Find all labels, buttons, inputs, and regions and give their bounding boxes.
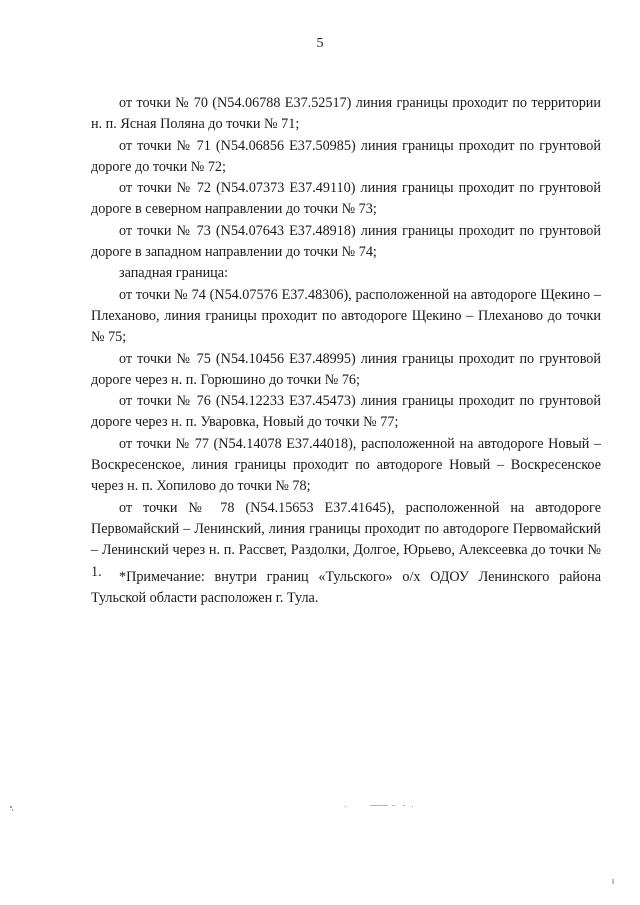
paragraph-point-71: от точки № 71 (N54.06856 E37.50985) линия границы проходит по грунтовой дороге до точки № 72;: [91, 137, 601, 175]
paragraph-point-78: от точки № 78 (N54.15653 E37.41645), расположенной на автодороге Первомайский – Ленинский, линия границы проходит по автодороге Первомайский – Ленинский через н. п. Рассвет, Раздолки, Долгое, Юрьево, Алексеевка до точки № 1.: [91, 499, 601, 580]
paragraph-point-73: от точки № 73 (N54.07643 E37.48918) линия границы проходит по грунтовой дороге в западном направлении до точки № 74;: [91, 222, 601, 261]
boundary-description: [91, 93, 601, 583]
scan-speck: [392, 805, 395, 806]
paragraph-point-74: от точки № 74 (N54.07576 E37.48306), расположенной на автодороге Щекино – Плеханово, линия границы проходит по автодороге Щекино – Плеханово до точки № 75;: [91, 286, 601, 346]
scan-speck: [370, 805, 388, 806]
scan-speck: [403, 805, 405, 806]
footnote-note: *Примечание: внутри границ «Тульского» о/х ОДОУ Ленинского района Тульской области расположен г. Тула.: [91, 569, 601, 607]
scan-speck: [612, 879, 614, 884]
paragraph-point-75: от точки № 75 (N54.10456 E37.48995) линия границы проходит по грунтовой дороге через н. п. Горюшино до точки № 76;: [91, 350, 601, 388]
scan-speck: [10, 806, 12, 808]
paragraph-point-77: от точки № 77 (N54.14078 E37.44018), расположенной на автодороге Новый – Воскресенское, линия границы проходит по автодороге Новый – Воскресенское через н. п. Хопилово до точки № 78;: [91, 435, 601, 495]
scan-speck: [12, 809, 13, 811]
page-number: 5: [316, 36, 324, 51]
scan-speck: [345, 806, 346, 807]
section-heading-western-boundary: западная граница:: [119, 265, 229, 282]
paragraph-point-76: от точки № 76 (N54.12233 E37.45473) линия границы проходит по грунтовой дороге через н. п. Уваровка, Новый до точки № 77;: [91, 393, 601, 431]
paragraph-point-70: от точки № 70 (N54.06788 E37.52517) линия границы проходит по территории н. п. Ясная Поляна до точки № 71;: [91, 95, 601, 133]
paragraph-point-72: от точки № 72 (N54.07373 E37.49110) линия границы проходит по грунтовой дороге в северном направлении до точки № 73;: [91, 180, 601, 218]
scan-speck: [412, 806, 413, 807]
